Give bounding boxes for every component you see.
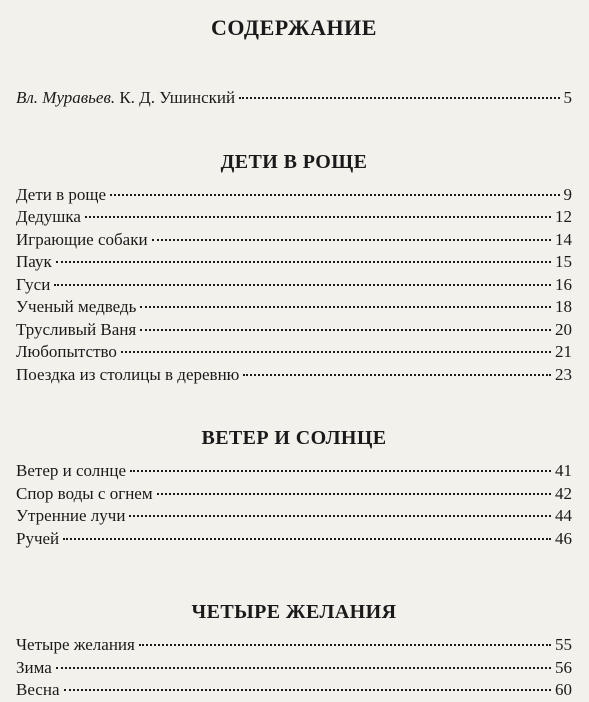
toc-entry[interactable]: [16, 341, 572, 364]
entry-page-number: 18: [555, 297, 572, 316]
dot-leader: [140, 306, 551, 308]
entry-title: Зима: [16, 657, 52, 677]
toc-entry[interactable]: [16, 634, 572, 657]
entry-title: Дети в роще: [16, 184, 107, 204]
entry-page-number: 5: [563, 88, 572, 107]
dot-leader: [64, 689, 552, 691]
entry-page-number: 55: [555, 635, 572, 654]
entry-title: Четыре желания: [16, 635, 135, 654]
toc-entry[interactable]: [16, 483, 572, 506]
entry-page-number: 46: [555, 528, 572, 548]
section-heading: ЧЕТЫРЕ ЖЕЛАНИЯ: [191, 601, 397, 623]
dot-leader: [243, 374, 551, 376]
toc-entry[interactable]: [16, 679, 572, 702]
toc-entry[interactable]: [16, 364, 572, 387]
entry-page-number: 42: [555, 483, 572, 503]
dot-leader: [139, 644, 551, 646]
entry-title: Ученый медведь: [16, 297, 137, 316]
entry-title: Гуси: [16, 274, 51, 294]
section-heading: ДЕТИ В РОЩЕ: [220, 150, 368, 173]
entry-title: Спор воды с огнем: [16, 483, 153, 503]
dot-leader: [129, 515, 551, 517]
entry-page-number: 16: [555, 274, 572, 294]
dot-leader: [140, 329, 551, 331]
dot-leader: [110, 194, 559, 196]
toc-entry[interactable]: [16, 460, 572, 483]
toc-entry[interactable]: [16, 319, 572, 342]
dot-leader: [239, 97, 559, 99]
entry-page-number: 41: [555, 461, 572, 480]
toc-entry[interactable]: [16, 251, 572, 274]
entry-page-number: 15: [555, 252, 572, 271]
entry-title: Паук: [16, 252, 52, 271]
entry-title: Любопытство: [16, 342, 117, 361]
entry-page-number: 21: [555, 342, 572, 361]
entry-title: Дедушка: [16, 207, 81, 226]
dot-leader: [152, 239, 551, 241]
toc-entry[interactable]: [16, 206, 572, 229]
entry-title: Играющие собаки: [16, 229, 148, 249]
toc-entry[interactable]: [16, 505, 572, 528]
toc-entry[interactable]: [16, 296, 572, 319]
section-heading: ВЕТЕР И СОЛНЦЕ: [201, 427, 387, 449]
entry-page-number: 14: [555, 229, 572, 249]
dot-leader: [121, 351, 551, 353]
entry-title: Ручей: [16, 528, 60, 548]
toc-entry[interactable]: [16, 229, 572, 252]
page-title: СОДЕРЖАНИЕ: [211, 15, 377, 40]
entry-title: Весна: [16, 680, 60, 699]
entry-page-number: 12: [555, 207, 572, 226]
dot-leader: [85, 216, 551, 218]
dot-leader: [63, 538, 551, 540]
entry-title: Утренние лучи: [16, 506, 126, 525]
toc-entry-author[interactable]: [16, 87, 572, 110]
entry-page-number: 60: [555, 680, 572, 699]
toc-entry[interactable]: [16, 528, 572, 551]
toc-entry[interactable]: [16, 184, 572, 207]
entry-page-number: 23: [555, 364, 572, 384]
entry-title-wrap: [16, 87, 235, 110]
entry-author: Вл. Муравьев.: [16, 88, 116, 107]
toc-entry[interactable]: [16, 274, 572, 297]
entry-title: Ветер и солнце: [16, 461, 127, 480]
entry-page-number: 44: [555, 506, 572, 525]
entry-page-number: 9: [563, 184, 572, 204]
entry-page-number: 20: [555, 319, 572, 339]
dot-leader: [157, 493, 551, 495]
dot-leader: [54, 284, 551, 286]
entry-title: Трусливый Ваня: [16, 319, 137, 339]
dot-leader: [130, 470, 551, 472]
entry-title: Поездка из столицы в деревню: [16, 364, 240, 384]
section-entries: [16, 184, 572, 387]
entry-page-number: 56: [555, 657, 572, 677]
dot-leader: [56, 261, 551, 263]
toc-entry[interactable]: [16, 657, 572, 680]
section-entries: [16, 634, 572, 702]
dot-leader: [56, 667, 551, 669]
entry-title: К. Д. Ушинский: [119, 88, 236, 107]
section-entries: [16, 460, 572, 550]
